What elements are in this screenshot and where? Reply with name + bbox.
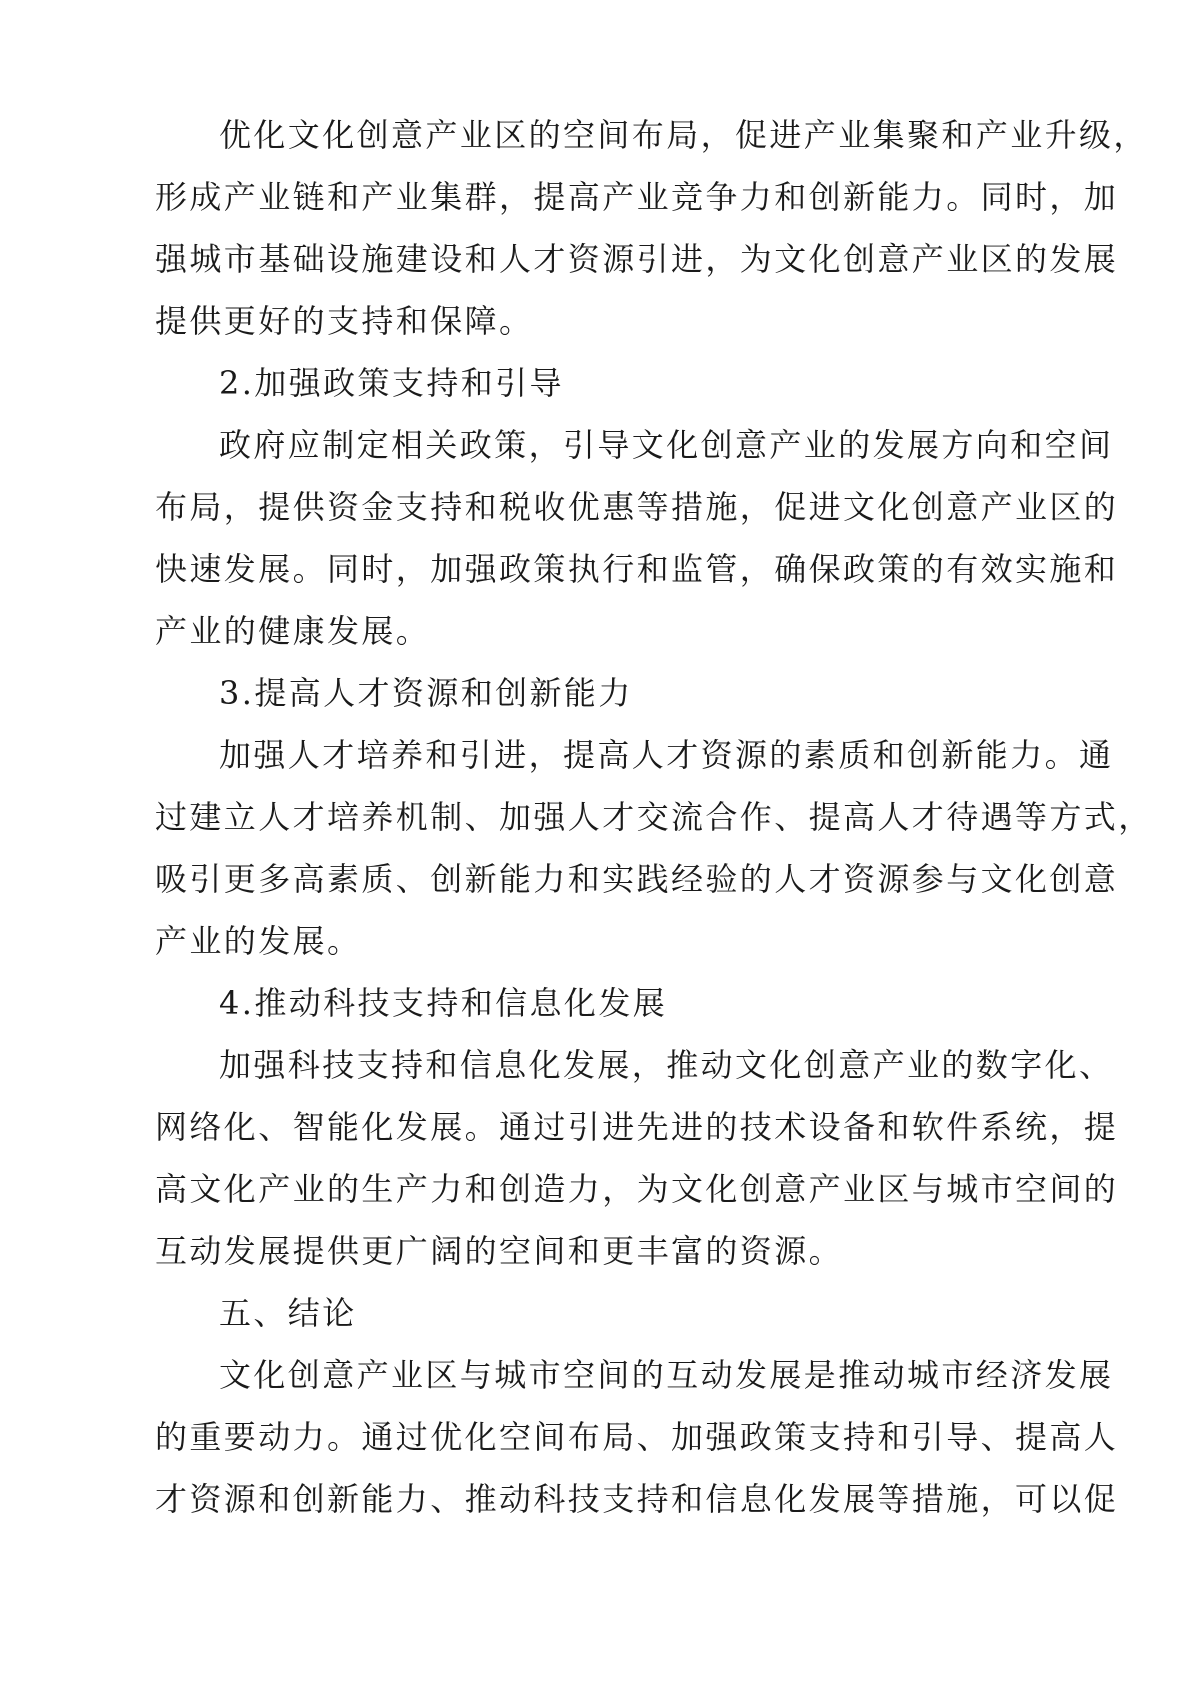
section-heading: 4.推动科技支持和信息化发展 [219, 984, 668, 1022]
paragraph-line: 加强科技支持和信息化发展，推动文化创意产业的数字化、 [219, 1046, 1114, 1084]
paragraph-line: 互动发展提供更广阔的空间和更丰富的资源。 [155, 1232, 844, 1270]
paragraph-line: 优化文化创意产业区的空间布局，促进产业集聚和产业升级， [219, 116, 1148, 154]
paragraph-line: 才资源和创新能力、推动科技支持和信息化发展等措施，可以促 [155, 1480, 1119, 1518]
paragraph-line: 提供更好的支持和保障。 [155, 302, 534, 340]
paragraph-line: 网络化、智能化发展。通过引进先进的技术设备和软件系统，提 [155, 1108, 1119, 1146]
section-heading: 2.加强政策支持和引导 [219, 364, 564, 402]
paragraph-line: 加强人才培养和引进，提高人才资源的素质和创新能力。通 [219, 736, 1114, 774]
document-page [155, 104, 1153, 1530]
paragraph-line: 吸引更多高素质、创新能力和实践经验的人才资源参与文化创意 [155, 860, 1119, 898]
paragraph-line: 快速发展。同时，加强政策执行和监管，确保政策的有效实施和 [155, 550, 1119, 588]
section-heading: 3.提高人才资源和创新能力 [219, 674, 633, 712]
paragraph-line: 高文化产业的生产力和创造力，为文化创意产业区与城市空间的 [155, 1170, 1119, 1208]
section-heading: 五、结论 [219, 1294, 357, 1332]
paragraph-line: 过建立人才培养机制、加强人才交流合作、提高人才待遇等方式， [155, 798, 1153, 836]
paragraph-line: 强城市基础设施建设和人才资源引进，为文化创意产业区的发展 [155, 240, 1119, 278]
paragraph-line: 布局，提供资金支持和税收优惠等措施，促进文化创意产业区的 [155, 488, 1119, 526]
paragraph-line: 产业的健康发展。 [155, 612, 431, 650]
paragraph-line: 文化创意产业区与城市空间的互动发展是推动城市经济发展 [219, 1356, 1114, 1394]
paragraph-line: 的重要动力。通过优化空间布局、加强政策支持和引导、提高人 [155, 1418, 1119, 1456]
paragraph-line: 形成产业链和产业集群，提高产业竞争力和创新能力。同时，加 [155, 178, 1119, 216]
paragraph-line: 产业的发展。 [155, 922, 362, 960]
paragraph-line: 政府应制定相关政策，引导文化创意产业的发展方向和空间 [219, 426, 1114, 464]
